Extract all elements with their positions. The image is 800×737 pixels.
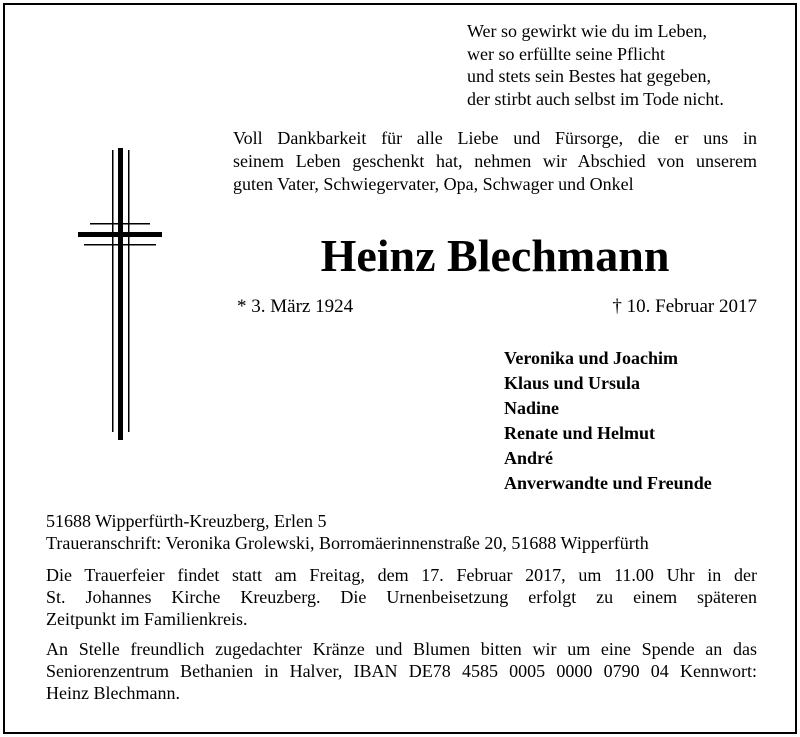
mourning-address: Traueranschrift: Veronika Grolewski, Borromäerinnenstraße 20, 51688 Wipperfürth bbox=[46, 533, 649, 553]
intro-text bbox=[233, 127, 757, 196]
details-section bbox=[46, 510, 757, 712]
cross-icon bbox=[78, 148, 162, 440]
donation-line: Heinz Blechmann. bbox=[46, 683, 180, 703]
ceremony-line: St. Johannes Kirche Kreuzberg. Die Urnenbeisetzung erfolgt zu einem späteren bbox=[46, 587, 757, 607]
intro-line: guten Vater, Schwiegervater, Opa, Schwager und Onkel bbox=[233, 174, 634, 194]
mourner-item: Anverwandte und Freunde bbox=[504, 473, 712, 493]
ceremony-text bbox=[46, 564, 757, 630]
deceased-name: Heinz Blechmann bbox=[320, 230, 670, 281]
mourners-list bbox=[504, 346, 712, 496]
donation-text bbox=[46, 638, 757, 704]
mourner-item: Klaus und Ursula bbox=[504, 373, 641, 393]
mourner-item: Veronika und Joachim bbox=[504, 348, 679, 368]
poem-line: Wer so gewirkt wie du im Leben, bbox=[467, 21, 707, 41]
birth-date: * 3. März 1924 bbox=[237, 296, 354, 317]
ceremony-line: Zeitpunkt im Familienkreis. bbox=[46, 609, 248, 629]
mourner-item: Nadine bbox=[504, 398, 560, 418]
mourner-item: André bbox=[504, 448, 553, 468]
ceremony-line: Die Trauerfeier findet statt am Freitag, dem 17. Februar 2017, um 11.00 Uhr in der bbox=[46, 565, 757, 585]
intro-line: Voll Dankbarkeit für alle Liebe und Fürsorge, die er uns in bbox=[233, 128, 757, 148]
donation-line: Seniorenzentrum Bethanien in Halver, IBAN DE78 4585 0005 0000 0790 04 Kennwort: bbox=[46, 661, 757, 681]
poem-line: wer so erfüllte seine Pflicht bbox=[467, 43, 665, 64]
address-block bbox=[46, 510, 757, 554]
donation-line: An Stelle freundlich zugedachter Kränze und Blumen bitten wir um eine Spende an das bbox=[46, 639, 757, 659]
poem-line: der stirbt auch selbst im Tode nicht. bbox=[467, 88, 724, 109]
intro-line: seinem Leben geschenkt hat, nehmen wir Abschied von unserem bbox=[233, 151, 757, 171]
mourner-item: Renate und Helmut bbox=[504, 423, 656, 443]
death-date: † 10. Februar 2017 bbox=[612, 296, 757, 317]
home-address: 51688 Wipperfürth-Kreuzberg, Erlen 5 bbox=[46, 511, 327, 531]
poem-line: und stets sein Bestes hat gegeben, bbox=[467, 66, 711, 86]
poem bbox=[467, 20, 724, 110]
